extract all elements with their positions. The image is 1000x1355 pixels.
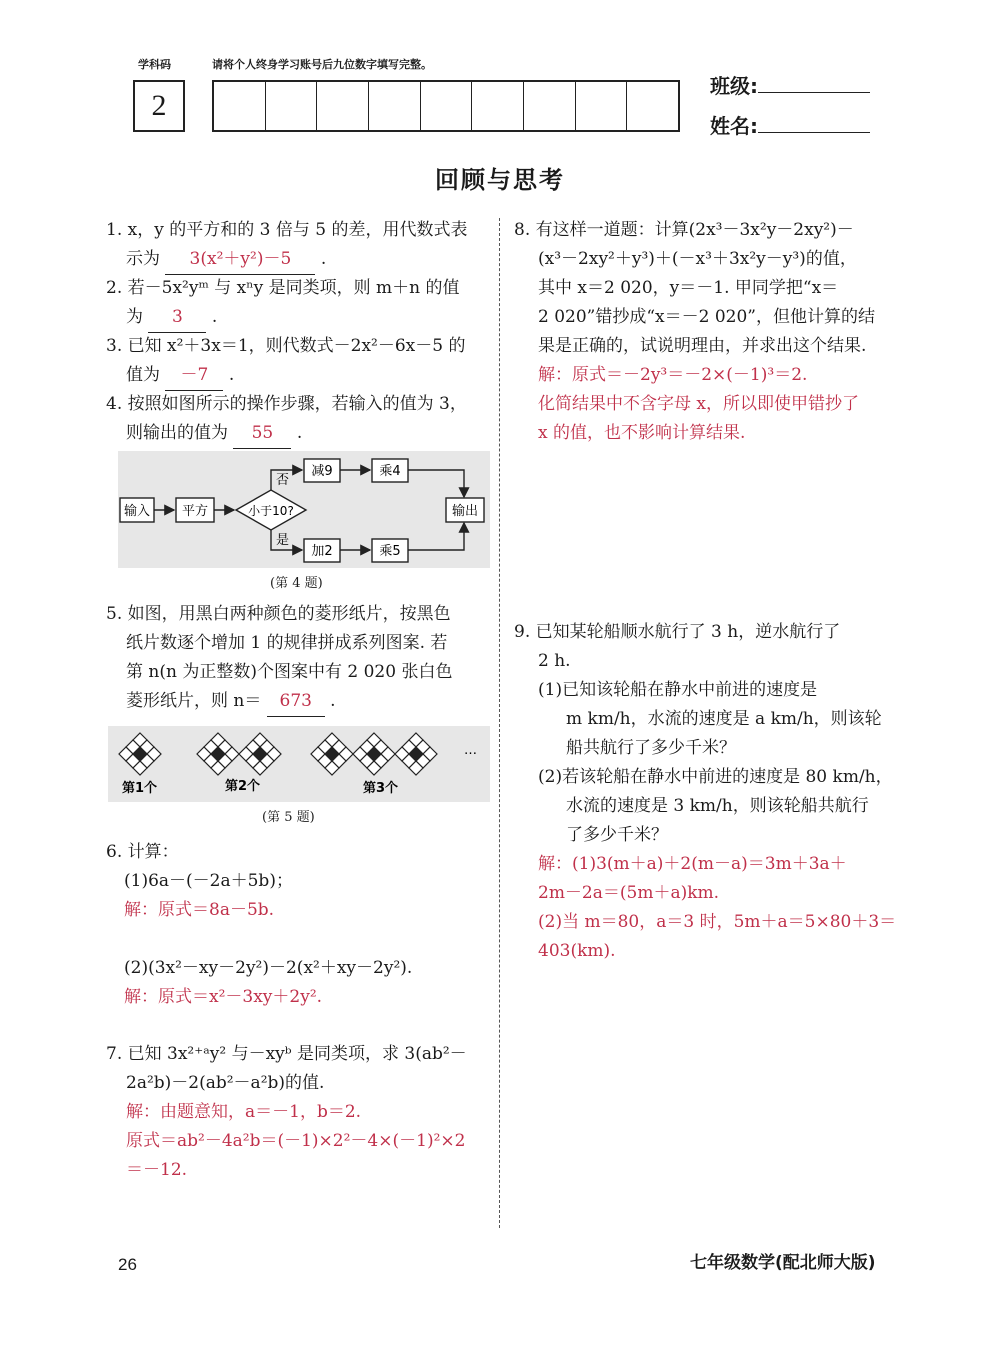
q4-caption: (第 4 题) [270, 576, 323, 591]
q2-answer: 3 [148, 303, 206, 333]
q7-answer1: 解：由题意知，a＝－1，b＝2. [126, 1102, 362, 1122]
svg-text:小于10?: 小于10? [248, 504, 294, 518]
q9-part1-line2: m km/h，水流的速度是 a km/h，则该轮 [566, 709, 882, 729]
flow-yes-label: 是 [276, 533, 290, 548]
q9-part1-line3: 船共航行了多少千米？ [566, 738, 736, 758]
digit-cell[interactable] [627, 82, 678, 130]
svg-text:减9: 减9 [311, 464, 333, 479]
q9-line1: 9. 已知某轮船顺水航行了 3 h，逆水航行了 [514, 622, 841, 642]
section-title: 回顾与思考 [435, 166, 565, 194]
q6-line1: 6. 计算： [106, 842, 179, 862]
q5-line1: 5. 如图，用黑白两种颜色的菱形纸片，按黑色 [106, 604, 451, 624]
q6-answer2: 解：原式＝x²－3xy＋2y². [124, 987, 323, 1007]
digit-cell[interactable] [472, 82, 524, 130]
q5-pattern-figure [108, 726, 490, 802]
q9-answer4: 403(km). [538, 941, 616, 961]
q5-caption: (第 5 题) [262, 810, 315, 825]
q4-flowchart [118, 451, 490, 568]
q5-line2: 纸片数逐个增加 1 的规律拼成系列图案. 若 [126, 633, 448, 653]
q8-line5: 果是正确的，试说明理由，并求出这个结果. [538, 336, 867, 356]
svg-text:加2: 加2 [311, 544, 333, 559]
svg-text:输出: 输出 [451, 504, 479, 519]
flow-add-box [304, 539, 340, 562]
q8-line2: (x³－2xy²＋y³)＋(－x³＋3x²y－y³)的值， [538, 249, 857, 269]
q9-answer2: 2m－2a＝(5m＋a)km. [538, 883, 720, 903]
q8-line1: 8. 有这样一道题：计算(2x³－3x²y－2xy²)－ [514, 220, 854, 240]
q4-line2: 则输出的值为 55 . [126, 419, 302, 449]
q8-answer1: 解：原式＝－2y³＝－2×(－1)³＝2. [538, 365, 808, 385]
q3-answer: －7 [165, 361, 223, 391]
q6-part2: (2)(3x²－xy－2y²)－2(x²＋xy－2y²). [124, 958, 413, 978]
flow-input-box [120, 498, 154, 522]
svg-text:输入: 输入 [123, 504, 151, 519]
q6-part1: (1)6a－(－2a＋5b)； [124, 871, 293, 891]
q9-part2-line1: (2)若该轮船在静水中前进的速度是 80 km/h， [538, 767, 893, 787]
q5-line3: 第 n(n 为正整数)个图案中有 2 020 张白色 [126, 662, 453, 682]
subject-code-label: 学科码 [138, 58, 171, 71]
q5-line4: 菱形纸片，则 n＝ 673 . [126, 687, 336, 717]
q8-answer2: 化简结果中不含字母 x，所以即使甲错抄了 [538, 394, 859, 414]
q7-answer3: ＝－12. [126, 1160, 188, 1180]
svg-text:乘4: 乘4 [379, 464, 401, 479]
q4-line1: 4. 按照如图所示的操作步骤，若输入的值为 3， [106, 394, 467, 414]
q9-part1-line1: (1)已知该轮船在静水中前进的速度是 [538, 680, 818, 700]
name-label: 姓名: [710, 114, 758, 138]
q9-answer1: 解：(1)3(m＋a)＋2(m－a)＝3m＋3a＋ [538, 854, 847, 874]
flow-mul4-box [372, 459, 408, 482]
digit-cell[interactable] [266, 82, 318, 130]
q9-part2-line2: 水流的速度是 3 km/h，则该轮船共航行 [566, 796, 869, 816]
book-title: 七年级数学(配北师大版) [690, 1253, 876, 1273]
q9-part2-line3: 了多少千米？ [566, 825, 668, 845]
svg-text:乘5: 乘5 [379, 544, 401, 559]
q7-answer2: 原式＝ab²－4a²b＝(－1)×2²－4×(－1)²×2 [126, 1131, 466, 1151]
q8-line3: 其中 x＝2 020，y＝－1. 甲同学把“x＝ [538, 278, 839, 298]
pattern-label-3: 第3个 [363, 781, 399, 796]
q2-line2: 为 3 . [126, 303, 217, 333]
q6-answer1: 解：原式＝8a－5b. [124, 900, 275, 920]
pattern-label-1: 第1个 [122, 781, 158, 796]
flow-no-label: 否 [276, 473, 290, 488]
column-divider [499, 218, 500, 1228]
flow-mul5-box [372, 539, 408, 562]
digit-cell[interactable] [524, 82, 576, 130]
flow-decision-diamond [236, 490, 306, 530]
digit-cell[interactable] [369, 82, 421, 130]
q1-line1: 1. x，y 的平方和的 3 倍与 5 的差，用代数式表 [106, 220, 468, 240]
name-field[interactable] [710, 110, 870, 139]
q3-line2: 值为 －7 . [126, 361, 234, 391]
q7-line1: 7. 已知 3x²⁺ᵃy² 与－xyᵇ 是同类项，求 3(ab²－ [106, 1044, 467, 1064]
rhombus-patterns [119, 733, 437, 775]
pattern-ellipsis: … [464, 743, 477, 758]
flow-sub-box [304, 459, 340, 482]
pattern-label-2: 第2个 [225, 779, 261, 794]
q3-line1: 3. 已知 x²＋3x＝1，则代数式－2x²－6x－5 的 [106, 336, 466, 356]
q2-line1: 2. 若－5x²yᵐ 与 xⁿy 是同类项，则 m＋n 的值 [106, 278, 460, 298]
digit-cell[interactable] [317, 82, 369, 130]
q9-answer3: (2)当 m＝80，a＝3 时，5m＋a＝5×80＋3＝ [538, 912, 897, 932]
name-blank[interactable] [758, 114, 870, 133]
digit-cell[interactable] [576, 82, 628, 130]
svg-text:平方: 平方 [181, 504, 209, 519]
class-field[interactable] [710, 70, 870, 99]
q7-line2: 2a²b)－2(ab²－a²b)的值. [126, 1073, 325, 1093]
q1-answer: 3(x²＋y²)－5 [165, 245, 315, 275]
account-digit-boxes[interactable] [212, 80, 680, 132]
q8-answer3: x 的值，也不影响计算结果. [538, 423, 746, 443]
q5-answer: 673 [267, 687, 325, 717]
q8-line4: 2 020”错抄成“x＝－2 020”，但他计算的结 [538, 307, 875, 327]
account-instruction: 请将个人终身学习账号后九位数字填写完整。 [212, 58, 432, 71]
page-number: 26 [118, 1255, 137, 1274]
digit-cell[interactable] [214, 82, 266, 130]
flow-output-box [446, 498, 484, 522]
class-blank[interactable] [758, 74, 870, 93]
q4-answer: 55 [233, 419, 291, 449]
q9-line2: 2 h. [538, 651, 571, 671]
subject-code-box: 2 [133, 80, 185, 132]
flow-square-box [176, 498, 214, 522]
digit-cell[interactable] [421, 82, 473, 130]
q1-line2: 示为 3(x²＋y²)－5 . [126, 245, 326, 275]
class-label: 班级: [710, 74, 758, 98]
